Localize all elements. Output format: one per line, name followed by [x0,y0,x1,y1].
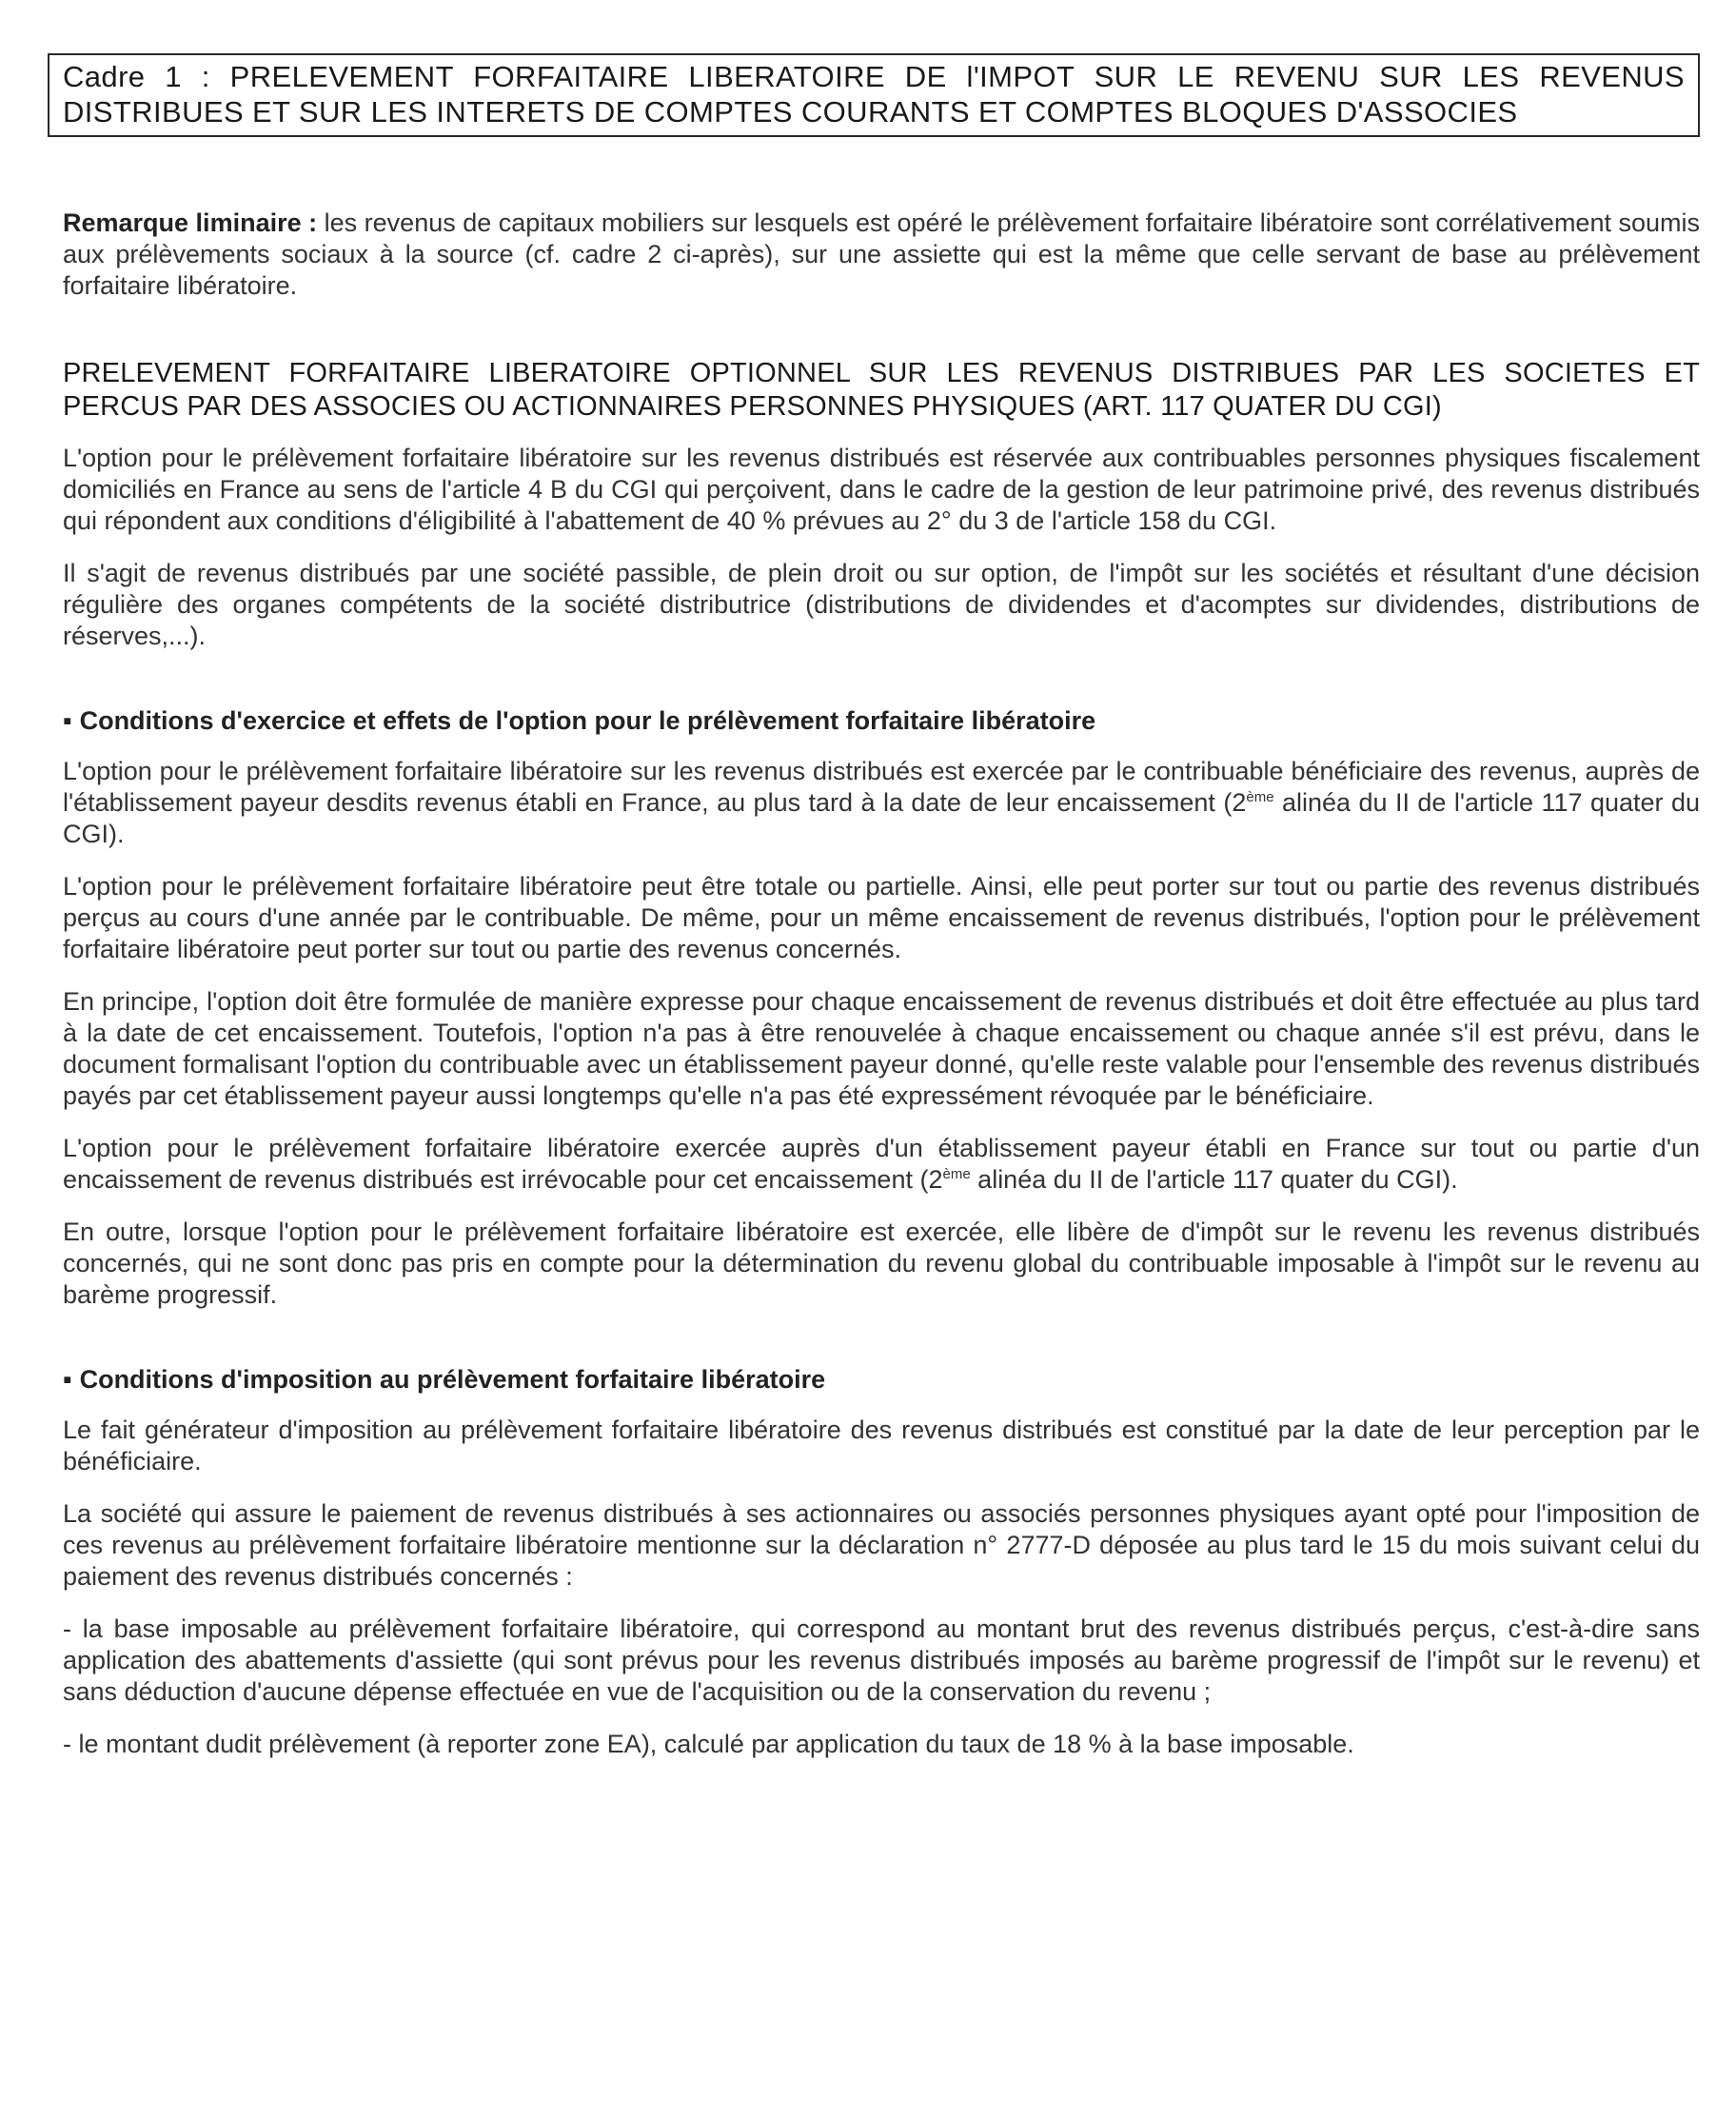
section3-heading-text: Conditions d'imposition au prélèvement forfaitaire libératoire [79,1365,826,1394]
section2-heading [63,705,1700,737]
section2-paragraph-5: En outre, lorsque l'option pour le prélèvement forfaitaire libératoire est exercée, elle libère de d'impôt sur le revenu les revenus distribués concernés, qui ne sont donc pas pris en compte pour la détermination du revenu global du contribuable imposable à l'impôt sur le revenu au barème progressif. [63,1218,1700,1309]
section2-paragraph-2: L'option pour le prélèvement forfaitaire libératoire peut être totale ou partielle. Ainsi, elle peut porter sur tout ou partie des revenus distribués perçus au cours d'une année par le contribuable. De même, pour un même encaissement de revenus distribués, l'option pour le prélèvement forfaitaire libératoire peut porter sur tout ou partie des revenus concernés. [63,872,1700,963]
section2-p1-text-b: alinéa du II de l'article 117 quater du CGI). [63,788,1700,848]
section2-paragraph-4 [63,1133,1700,1196]
cadre-title-box [48,53,1700,137]
section2-heading-text: Conditions d'exercice et effets de l'option pour le prélèvement forfaitaire libératoire [79,706,1096,735]
section3-paragraph-1: Le fait générateur d'imposition au prélèvement forfaitaire libératoire des revenus distribués est constitué par la date de leur perception par le bénéficiaire. [63,1416,1700,1475]
section2-p1-text-a: L'option pour le prélèvement forfaitaire libératoire sur les revenus distribués est exercée par le contribuable bénéficiaire des revenus, auprès de l'établissement payeur desdits revenus établi en France, au plus tard à la date de leur encaissement (2 [63,757,1700,817]
section3-paragraph-2: La société qui assure le paiement de revenus distribués à ses actionnaires ou associés personnes physiques ayant opté pour l'imposition de ces revenus au prélèvement forfaitaire libératoire mentionne sur la déclaration n° 2777-D déposée au plus tard le 15 du mois suivant celui du paiement des revenus distribués concernés : [63,1499,1700,1591]
section2-p4-text-b: alinéa du II de l'article 117 quater du CGI). [970,1165,1458,1194]
section3-paragraph-3: - la base imposable au prélèvement forfaitaire libératoire, qui correspond au montant brut des revenus distribués perçus, c'est-à-dire sans application des abattements d'assiette (qui sont prévus pour les revenus distribués imposés au barème progressif de l'impôt sur le revenu) et sans déduction d'aucune dépense effectuée en vue de l'acquisition ou de la conservation du revenu ; [63,1614,1700,1706]
section2-p4-sup: ème [942,1166,971,1182]
remarque-lead: Remarque liminaire : [63,208,318,237]
section1-paragraph-2: Il s'agit de revenus distribués par une société passible, de plein droit ou sur option, de l'impôt sur les sociétés et résultant d'une décision régulière des organes compétents de la société distributrice (distributions de dividendes et d'acomptes sur dividendes, distributions de réserves,...). [63,559,1700,650]
section2-paragraph-1 [63,756,1700,850]
section3-heading [63,1364,1700,1396]
remarque-paragraph [63,208,1700,302]
cadre-title: Cadre 1 : PRELEVEMENT FORFAITAIRE LIBERATOIRE DE l'IMPOT SUR LE REVENU SUR LES REVENUS DISTRIBUES ET SUR LES INTERETS DE COMPTES COURANTS ET COMPTES BLOQUES D'ASSOCIES [63,60,1685,129]
bullet-icon: ▪ [63,1365,72,1394]
section3-paragraph-4: - le montant dudit prélèvement (à reporter zone EA), calculé par application du taux de 18 % à la base imposable. [63,1730,1354,1758]
bullet-icon: ▪ [63,706,72,735]
section1-paragraph-1: L'option pour le prélèvement forfaitaire libératoire sur les revenus distribués est réservée aux contribuables personnes physiques fiscalement domiciliés en France au sens de l'article 4 B du CGI qui perçoivent, dans le cadre de la gestion de leur patrimoine privé, des revenus distribués qui répondent aux conditions d'éligibilité à l'abattement de 40 % prévues au 2° du 3 de l'article 158 du CGI. [63,444,1700,535]
section2-paragraph-3: En principe, l'option doit être formulée de manière expresse pour chaque encaissement de revenus distribués et doit être effectuée au plus tard à la date de cet encaissement. Toutefois, l'option n'a pas à être renouvelée à chaque encaissement ou chaque année s'il est prévu, dans le document formalisant l'option du contribuable avec un établissement payeur donné, qu'elle reste valable pour l'ensemble des revenus distribués payés par cet établissement payeur aussi longtemps qu'elle n'a pas été expressément révoquée par le bénéficiaire. [63,987,1700,1110]
remarque-text: les revenus de capitaux mobiliers sur lesquels est opéré le prélèvement forfaitaire libératoire sont corrélativement soumis aux prélèvements sociaux à la source (cf. cadre 2 ci-après), sur une assiette qui est la même que celle servant de base au prélèvement forfaitaire libératoire. [63,208,1701,300]
section2-p4-text-a: L'option pour le prélèvement forfaitaire libératoire exercée auprès d'un établissement payeur établi en France sur tout ou partie d'un encaissement de revenus distribués est irrévocable pour cet encaissement (2 [63,1134,1700,1194]
section1-heading: PRELEVEMENT FORFAITAIRE LIBERATOIRE OPTIONNEL SUR LES REVENUS DISTRIBUES PAR LES SOCIETES ET PERCUS PAR DES ASSOCIES OU ACTIONNAIRES PERSONNES PHYSIQUES (ART. 117 QUATER DU CGI) [63,358,1700,422]
section2-p1-sup: ème [1246,789,1274,805]
